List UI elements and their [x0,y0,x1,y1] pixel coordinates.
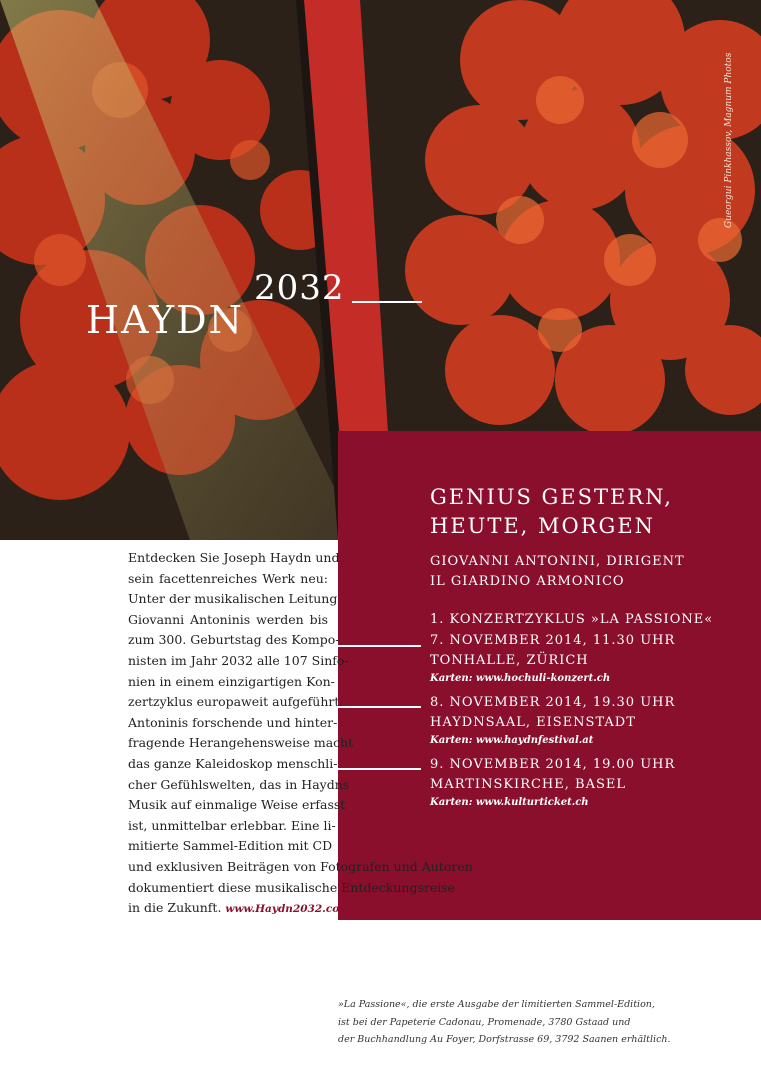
event-tickets-link[interactable]: Karten: www.kulturticket.ch [430,797,589,808]
footnote-line: ist bei der Papeterie Cadonau, Promenade, 3780 Gstaad und [338,1016,631,1028]
event-venue: HAYDNSAAL, EISENSTADT [430,715,636,730]
body-line: Giovanni Antoninis werden bis [128,611,328,627]
body-line: dokumentiert diese musikalische Entdeckungsreise [128,879,456,895]
event-date: 9. NOVEMBER 2014, 19.00 UHR [430,757,676,772]
photo-credit [724,40,738,230]
conductor: GIOVANNI ANTONINI, DIRIGENT [430,554,685,569]
event-venue: TONHALLE, ZÜRICH [430,653,589,668]
ensemble: IL GIARDINO ARMONICO [430,574,625,589]
event-date: 7. NOVEMBER 2014, 11.30 UHR [430,633,676,648]
body-copy [128,548,473,920]
body-line: in die Zukunft. [128,900,222,916]
body-last-line [128,898,473,920]
body-line: zertzyklus europaweit aufgeführt. [128,694,344,710]
body-line: nien in einem einzigartigen Kon- [128,673,335,689]
haydn-2032-logo [86,268,426,368]
event-date: 8. NOVEMBER 2014, 19.30 UHR [430,695,676,710]
body-line: nisten im Jahr 2032 alle 107 Sinfo- [128,652,349,668]
event-tickets-link[interactable]: Karten: www.haydnfestival.at [430,735,594,746]
footnote [338,996,671,1049]
body-line: mitierte Sammel-Edition mit CD [128,838,333,854]
body-line: das ganze Kaleidoskop menschli- [128,755,338,771]
body-line: cher Gefühlswelten, das in Haydns [128,776,350,792]
footnote-line: »La Passione«, die erste Ausgabe der limitierten Sammel-Edition, [338,999,655,1010]
logo-rule [352,301,422,303]
photo-credit-text: Gueorgui Pinkhassov, Magnum Photos [724,52,734,228]
website-link[interactable]: www.Haydn2032.com [225,903,351,916]
body-line: sein facettenreiches Werk neu: [128,570,328,586]
logo-year: 2032 [254,268,345,308]
body-line: und exklusiven Beiträgen von Fotografen und Autoren [128,858,473,874]
headline [430,483,673,541]
body-line: Entdecken Sie Joseph Haydn und [128,550,340,565]
headline-line-2: HEUTE, MORGEN [430,514,656,538]
logo-word: HAYDN [86,298,244,342]
concert-cycle: 1. KONZERTZYKLUS »LA PASSIONE« [430,612,714,627]
body-line: zum 300. Geburtstag des Kompo- [128,632,340,648]
body-line: fragende Herangehensweise macht [128,735,354,751]
event-venue: MARTINSKIRCHE, BASEL [430,777,626,792]
footnote-line: der Buchhandlung Au Foyer, Dorfstrasse 69, 3792 Saanen erhältlich. [338,1034,671,1045]
body-line: ist, unmittelbar erlebbar. Eine li- [128,817,336,833]
body-line: Musik auf einmalige Weise erfasst [128,797,346,813]
headline-line-1: GENIUS GESTERN, [430,485,673,509]
event-tickets-link[interactable]: Karten: www.hochuli-konzert.ch [430,673,611,684]
body-line: Antoninis forschende und hinter- [128,714,338,730]
body-line: Unter der musikalischen Leitung [128,591,338,607]
